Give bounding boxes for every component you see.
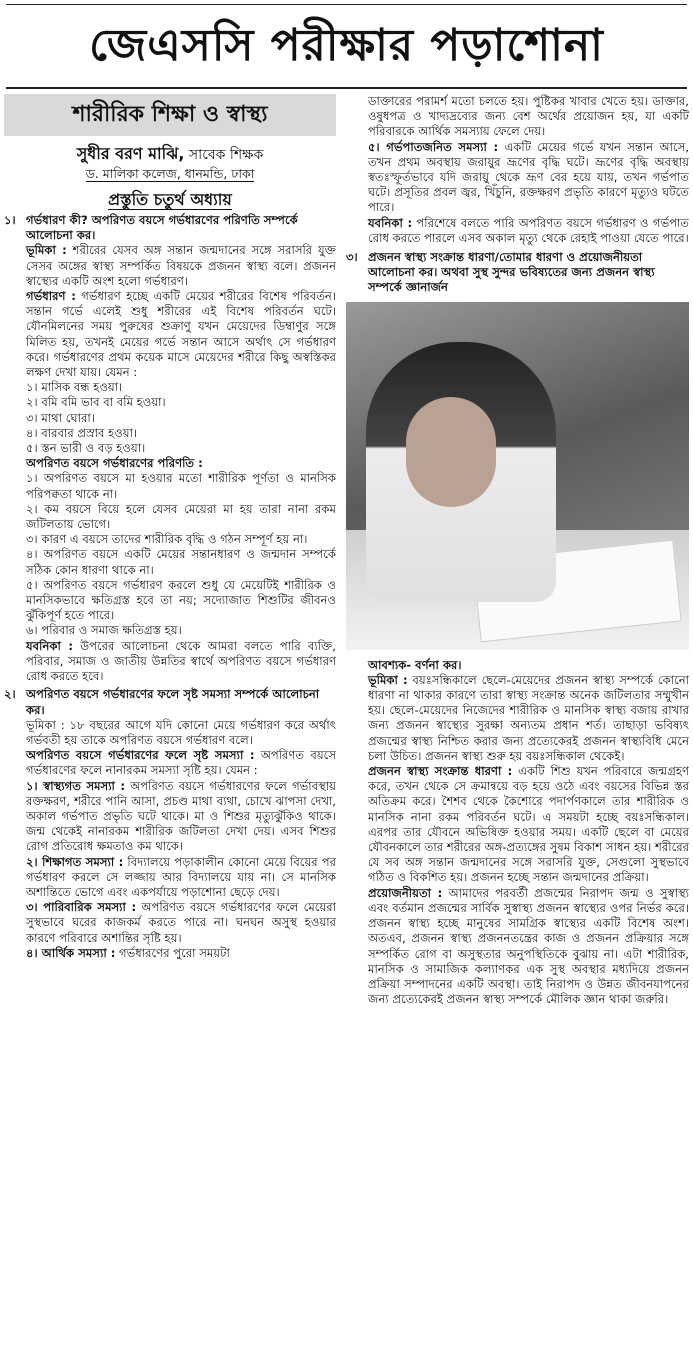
term-label: ভূমিকা : [368,672,408,687]
paragraph-text: উপরের আলোচনা থেকে আমরা বলতে পারি ব্যক্তি, পরিবার, সমাজ ও জাতীয় উন্নতির স্বার্থে অপরিণত বয়সে গর্ভধারণ রোধ করতে হবে। [26,638,336,684]
term-label: ৫। গর্ভপাতজনিত সমস্যা : [368,139,499,154]
question-number: ১। [4,213,16,227]
paragraph [26,946,336,961]
college-name: ড. মালিকা কলেজ, ধানমন্ডি, ঢাকা [85,166,255,181]
page-title: জেএসসি পরীক্ষার পড়াশোনা [89,20,604,71]
paragraph-text: একটি মেয়ের গর্ভে যখন সন্তান আসে, তখন প্রথম অবস্থায় জরায়ুর ভ্রূণের বৃদ্ধি ঘটে। ভ্রূণের বৃদ্ধি অবস্থায় স্বতঃস্ফূর্তভাবে যদি জরায়ু থেকে ভ্রূণ বের হয়ে যায়, তখন গর্ভপাত ঘটে। প্রসূতির প্রবল জ্বর, খিঁচুনি, রক্তক্ষরণ প্রভৃতি কারণে মৃত্যুও ঘটতে পারে। [368,139,689,215]
author-role: সাবেক শিক্ষক [184,147,264,163]
term-label: ১। স্বাস্থ্যগত সমস্যা : [26,778,126,793]
paragraph [368,140,689,216]
paragraph [26,779,336,855]
paragraph-text: আমাদের পরবর্তী প্রজন্মের নিরাপদ জন্ম ও সুস্বাস্থ্য এবং বর্তমান প্রজন্মের সার্বিক সুস্বাস্থ্য প্রজনন স্বাস্থ্যের ওপর নির্ভর করে। প্রজনন স্বাস্থ্য হচ্ছে মানুষের সামগ্রিক স্বাস্থ্যের একটি বিশেষ অংশ। অতএব, প্রজনন স্বাস্থ্য প্রজননতন্ত্রের কাজ ও প্রজনন প্রক্রিয়ার সঙ্গে সম্পর্কিত রোগ বা অসুস্থতার অনুপস্থিতিকে বুঝায় না। এটা শারীরিক, মানসিক ও সামাজিক কল্যাণকর এক সুস্থ অবস্থার মধ্যদিয়ে প্রজনন প্রক্রিয়া সম্পাদনের একটি অবস্থা। তাই নিরাপদ ও উন্নত জীবনযাপনের জন্য প্রত্যেকেরই প্রজনন স্বাস্থ্য সম্পর্কে মৌলিক জ্ঞান থাকা জরুরি। [368,885,689,1007]
term-label: যবনিকা : [26,638,73,653]
student-face [406,397,496,507]
paragraph-text: অপরিণত বয়সে গর্ভধারণের ফলে মেয়েরা সুস্থভাবে ঘরের কাজকর্ম করতে পারে না। ঘনঘন অসুস্থ হওয়ার কারণে পরিবারে অশান্তির সৃষ্টি হয়। [26,900,336,945]
paragraph [368,216,689,246]
term-label: অপরিণত বয়সে গর্ভধারণের ফলে সৃষ্ট সমস্যা : [26,748,255,763]
term-label: ৪। আর্থিক সমস্যা : [26,945,116,960]
question-text: গর্ভধারণ কী? অপরিণত বয়সে গর্ভধারণের পরিণতি সম্পর্কে আলোচনা কর। [26,213,298,243]
question-2 [4,687,336,717]
paragraph [26,900,336,946]
masthead [6,4,687,89]
list-item: ৫। অপরিণত বয়সে গর্ভধারণ করলে শুধু যে মেয়েটিই শারীরিক ও মানসিকভাবে ক্ষতিগ্রস্ত হবে তা নয়; সদ্যোজাত শিশুটির জীবনও ঝুঁকিপূর্ণ হতে পারে। [26,577,336,623]
paragraph-text: গর্ভধারণের পুরো সময়টা [115,945,230,960]
paragraph [368,886,689,1008]
list-item: ১। অপরিণত বয়সে মা হওয়ার মতো শারীরিক পূর্ণতা ও মানসিক পরিপক্বতা থাকে না। [26,471,336,501]
term-label: ৩। পারিবারিক সমস্যা : [26,900,137,915]
list-item: ৬। পরিবার ও সমাজ ক্ষতিগ্রস্ত হয়। [26,623,182,638]
author-line [4,144,336,165]
paragraph-text: অপরিণত বয়সে গর্ভধারণের ফলে নানারকম সমস্যা সৃষ্টি হয়। যেমন : [26,748,336,778]
chapter-heading [4,189,336,211]
term-label: প্রয়োজনীয়তা : [368,885,443,900]
term-label: ভূমিকা : [26,243,67,258]
paragraph: ভূমিকা : ১৮ বছরের আগে যদি কোনো মেয়ে গর্ভধারণ করে অর্থাৎ গর্ভবতী হয় তাকে অপরিণত বয়সে গর্ভধারণ বলে। [26,717,336,747]
paragraph [26,243,336,289]
term-label: গর্ভধারণ : [26,289,76,304]
author-name: সুধীর বরণ মাঝি, [76,144,185,163]
question-1 [4,213,336,243]
paragraph-text: অপরিণত বয়সে গর্ভধারণের ফলে গর্ভাবস্থায় রক্তক্ষরণ, শরীরে পানি আসা, প্রচণ্ড মাথা ব্যথা, চোখে ঝাপসা দেখা, অকাল গর্ভপাত প্রভৃতি ঘটে থাকে। মা ও শিশুর মৃত্যুঝুঁকিও থাকে। জন্ম থেকেই নানারকম শারীরিক জটিলতা দেখা দেয়। এসব শিশুর রোগ প্রতিরোধ ক্ষমতাও কম থাকে। [26,778,336,854]
paragraph-text: শরীরের যেসব অঙ্গ সন্তান জন্মদানের সঙ্গে সরাসরি যুক্ত সেসব অঙ্গের স্বাস্থ্য সম্পর্কিত বিষয়কে প্রজনন স্বাস্থ্য বলে। প্রজনন স্বাস্থ্যের একটি অংশ হলো গর্ভধারণ। [26,243,336,288]
list-item: ১। মাসিক বন্ধ হওয়া। [26,380,123,395]
paragraph: ডাক্তারের পরামর্শ মতো চলতে হয়। পুষ্টিকর খাবার খেতে হয়। ডাক্তার, ওষুধপত্র ও খাদ্যদ্রব্যের জন্য বেশ অর্থের প্রয়োজন হয়, যা একটি পরিবারকে আর্থিক সমস্যায় ফেলে দেয়। [368,94,689,139]
list-item: ৪। অপরিণত বয়সে একটি মেয়ের সন্তানধারণ ও জন্মদান সম্পর্কে সঠিক কোন ধারণা থাকে না। [26,547,336,577]
term-label: যবনিকা : [368,215,413,230]
paragraph [26,289,336,380]
list-item: ৩। মাথা ঘোরা। [26,410,95,425]
author-college [4,165,336,183]
question-text: আবশ্যক- বর্ণনা কর। [368,657,462,672]
list-item: ২। বমি বমি ভাব বা বমি হওয়া। [26,395,166,410]
paragraph-text: বয়ঃসন্ধিকালে ছেলে-মেয়েদের প্রজনন স্বাস্থ্য সম্পর্কে কোনো ধারণা না থাকার কারণে তারা স্বাস্থ্য সংক্রান্ত অনেক জটিলতার সম্মুখীন হয়। ছেলে-মেয়েদের নিজেদের শারীরিক ও মানসিক স্বাস্থ্য বজায় রাখার জন্য প্রজনন স্বাস্থ্যের সুরক্ষা অন্যতম প্রধান শর্ত। তাছাড়া ভবিষ্যৎ প্রজন্মের স্বাস্থ্য নিশ্চিত করার জন্য প্রত্যেকেরই প্রজনন স্বাস্থ্যবিধি মেনে চলা উচিত। প্রজনন স্বাস্থ্য শুরু হয় বয়ঃসন্ধিকাল থেকেই। [368,672,689,763]
subheading-text: অপরিণত বয়সে গর্ভধারণের পরিণতি : [26,456,203,471]
question-text: অপরিণত বয়সে গর্ভধারণের ফলে সৃষ্ট সমস্যা সম্পর্কে আলোচনা কর। [26,687,320,717]
paragraph [26,748,336,778]
list-item: ৫। স্তন ভারী ও বড় হওয়া। [26,441,146,456]
question-number: ২। [4,687,16,702]
chapter-title: প্রস্তুতি চতুর্থ অধ্যায় [108,190,232,209]
term-label: ২। শিক্ষাগত সমস্যা : [26,854,124,869]
paragraph [368,673,689,764]
paragraph [368,764,689,886]
paragraph [26,855,336,901]
paragraph-text: গর্ভধারণ হচ্ছে একটি মেয়ের শরীরের বিশেষ পরিবর্তন। সন্তান গর্ভে এলেই শুধু শরীরের এই বিশেষ পরিবর্তন ঘটে। যৌনমিলনের সময় পুরুষের শুক্রাণু যখন মেয়েদের ডিম্বাণুর সঙ্গে মিলিত হয়, তখনই মেয়ের গর্ভে সন্তান আসে অর্থাৎ সে গর্ভধারণ করে। গর্ভধারণের প্রথম কয়েক মাসে মেয়েদের শরীরে কিছু অস্বস্তিকর লক্ষণ দেখা যায়। যেমন : [26,289,336,380]
list-item: ২। কম বয়সে বিয়ে হলে যেসব মেয়েরা মা হয় তারা নানা রকম জটিলতায় ভোগে। [26,501,336,532]
question-continuation [368,658,689,673]
left-column [4,94,336,1344]
term-label: প্রজনন স্বাস্থ্য সংক্রান্ত ধারণা : [368,764,513,779]
paragraph-text: বিদ্যালয়ে পড়াকালীন কোনো মেয়ে বিয়ের পর গর্ভধারণ করলে সে লজ্জায় আর বিদ্যালয়ে যায় না। সে মানসিক অশান্তিতে ভোগে এবং একপর্যায়ে পড়াশোনা ছেড়ে দেয়। [26,854,336,899]
list-item: ৩। কারণ এ বয়সে তাদের শারীরিক বৃদ্ধি ও গঠন সম্পূর্ণ হয় না। [26,532,308,547]
question-3 [346,250,689,296]
right-column [346,94,689,1344]
paragraph-text: পরিশেষে বলতে পারি অপরিণত বয়সে গর্ভধারণ ও গর্ভপাত রোধ করতে পারলে এসব অকাল মৃত্যু থেকে রেহাই পাওয়া যেতে পারে। [368,215,689,245]
student-photo [346,302,689,650]
subheading [26,456,336,471]
paragraph [26,639,336,685]
question-number: ৩। [346,250,358,265]
question-text: প্রজনন স্বাস্থ্য সংক্রান্ত ধারণা/তোমার ধারণা ও প্রয়োজনীয়তা আলোচনা কর। অথবা সুস্থ সুন্দর ভবিষ্যতের জন্য প্রজনন স্বাস্থ্য সম্পর্কে জ্ঞানার্জন [368,250,655,295]
list-item: ৪। বারবার প্রস্রাব হওয়া। [26,425,138,440]
section-title: শারীরিক শিক্ষা ও স্বাস্থ্য [4,94,336,136]
paragraph-text: একটি শিশু যখন পরিবারে জন্মগ্রহণ করে, তখন থেকে সে ক্রমান্বয়ে বড় হয়ে ওঠে এবং বয়সের বিভিন্ন স্তর অতিক্রম করে। শৈশব থেকে কৈশোরে পদার্পণকালে তার শারীরিক ও মানসিক নানা রকম পরিবর্তন ঘটে। এ সময়টা হচ্ছে বয়ঃসন্ধিকাল। এরপর তার যৌবনে অভিষিক্ত হওয়ার সময়। একটি ছেলে বা মেয়ের যৌবনকালে তার শরীরের অঙ্গ-প্রত্যঙ্গের সুষম বিকাশ সাধন হয়। শরীরের যে সব অঙ্গ সন্তান জন্মদানের সঙ্গে সরাসরি যুক্ত, সেগুলো সুস্থভাবে গঠিত ও বিকশিত হয়। প্রজনন হচ্ছে সন্তান জন্মদানের প্রক্রিয়া। [368,764,689,885]
